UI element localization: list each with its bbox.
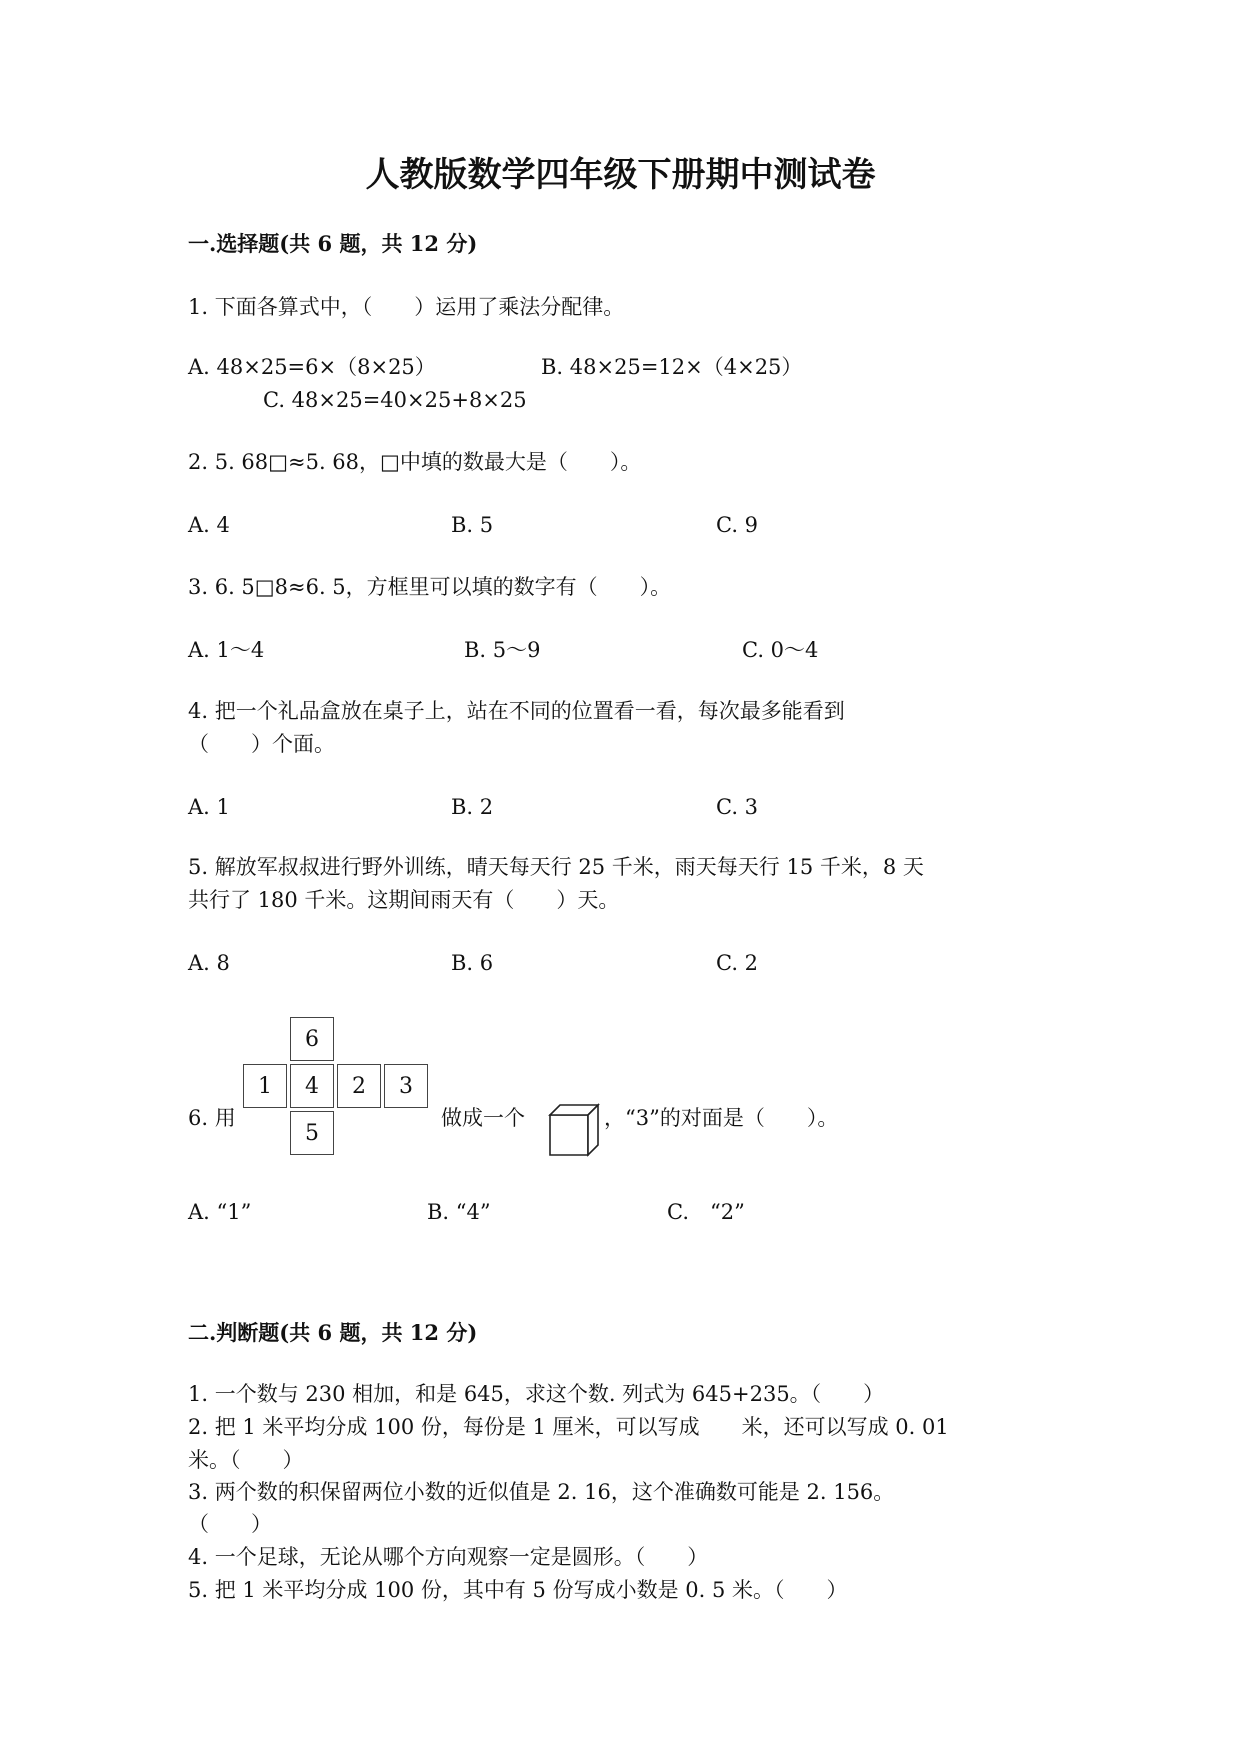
judgement-item-2-line-1: 2. 把 1 米平均分成 100 份，每份是 1 厘米，可以写成 米，还可以写成 0. 01 [188,1415,949,1439]
question-6-option-a: A. “1” [188,1200,252,1224]
judgement-item-3-line-2: （ ） [188,1512,272,1536]
question-2-stem: 2. 5. 68□≈5. 68，□中填的数最大是（ ）。 [188,450,642,474]
judgement-item-4: 4. 一个足球，无论从哪个方向观察一定是圆形。（ ） [188,1545,709,1569]
question-3-option-b: B. 5～9 [464,638,541,662]
question-5-option-c: C. 2 [716,951,759,975]
question-5-stem-line-1: 5. 解放军叔叔进行野外训练，晴天每天行 25 千米，雨天每天行 15 千米，8 天 [188,855,924,879]
question-4-option-c: C. 3 [716,795,759,819]
question-1-option-c: C. 48×25=40×25+8×25 [263,388,527,412]
net-cell-top: 6 [290,1017,334,1061]
section-heading-choice: 一.选择题(共 6 题，共 12 分) [188,231,478,256]
question-1-option-a: A. 48×25=6×（8×25） [188,355,436,379]
judgement-item-2-line-2: 米。（ ） [188,1448,304,1472]
net-cell-bottom: 5 [290,1111,334,1155]
page-title: 人教版数学四年级下册期中测试卷 [365,155,876,195]
cube-picture [546,1101,604,1163]
judgement-item-3-line-1: 3. 两个数的积保留两位小数的近似值是 2. 16，这个准确数可能是 2. 156。 [188,1480,895,1504]
question-1-option-b: B. 48×25=12×（4×25） [541,355,803,379]
question-4-option-a: A. 1 [188,795,230,819]
net-cell-center: 4 [290,1064,334,1108]
question-4-option-b: B. 2 [451,795,494,819]
question-1-stem: 1. 下面各算式中，（ ）运用了乘法分配律。 [188,295,625,319]
question-5-stem-line-2: 共行了 180 千米。这期间雨天有（ ）天。 [188,888,620,912]
question-6-option-b: B. “4” [427,1200,491,1224]
question-3-option-c: C. 0～4 [742,638,819,662]
question-6-suffix: ，“3”的对面是（ ）。 [604,1106,839,1130]
net-cell-right-2: 3 [384,1064,428,1108]
question-5-option-b: B. 6 [451,951,494,975]
question-4-stem-line-1: 4. 把一个礼品盒放在桌子上，站在不同的位置看一看，每次最多能看到 [188,699,845,723]
question-4-stem-line-2: （ ）个面。 [188,732,335,756]
section-heading-judgement: 二.判断题(共 6 题，共 12 分) [188,1320,478,1345]
net-cell-right-1: 2 [337,1064,381,1108]
judgement-item-1: 1. 一个数与 230 相加，和是 645，求这个数. 列式为 645+235。（ ） [188,1382,885,1406]
question-6-prefix: 6. 用 [188,1106,236,1130]
question-3-stem: 3. 6. 5□8≈6. 5，方框里可以填的数字有（ ）。 [188,575,672,599]
question-2-option-b: B. 5 [451,513,494,537]
net-cell-left: 1 [243,1064,287,1108]
question-6-option-c: C. “2” [667,1200,745,1224]
question-5-option-a: A. 8 [188,951,230,975]
question-2-option-c: C. 9 [716,513,759,537]
question-6-middle: 做成一个 [441,1106,525,1130]
question-3-option-a: A. 1～4 [188,638,265,662]
question-2-option-a: A. 4 [188,513,230,537]
judgement-item-5: 5. 把 1 米平均分成 100 份，其中有 5 份写成小数是 0. 5 米。（ ） [188,1578,848,1602]
